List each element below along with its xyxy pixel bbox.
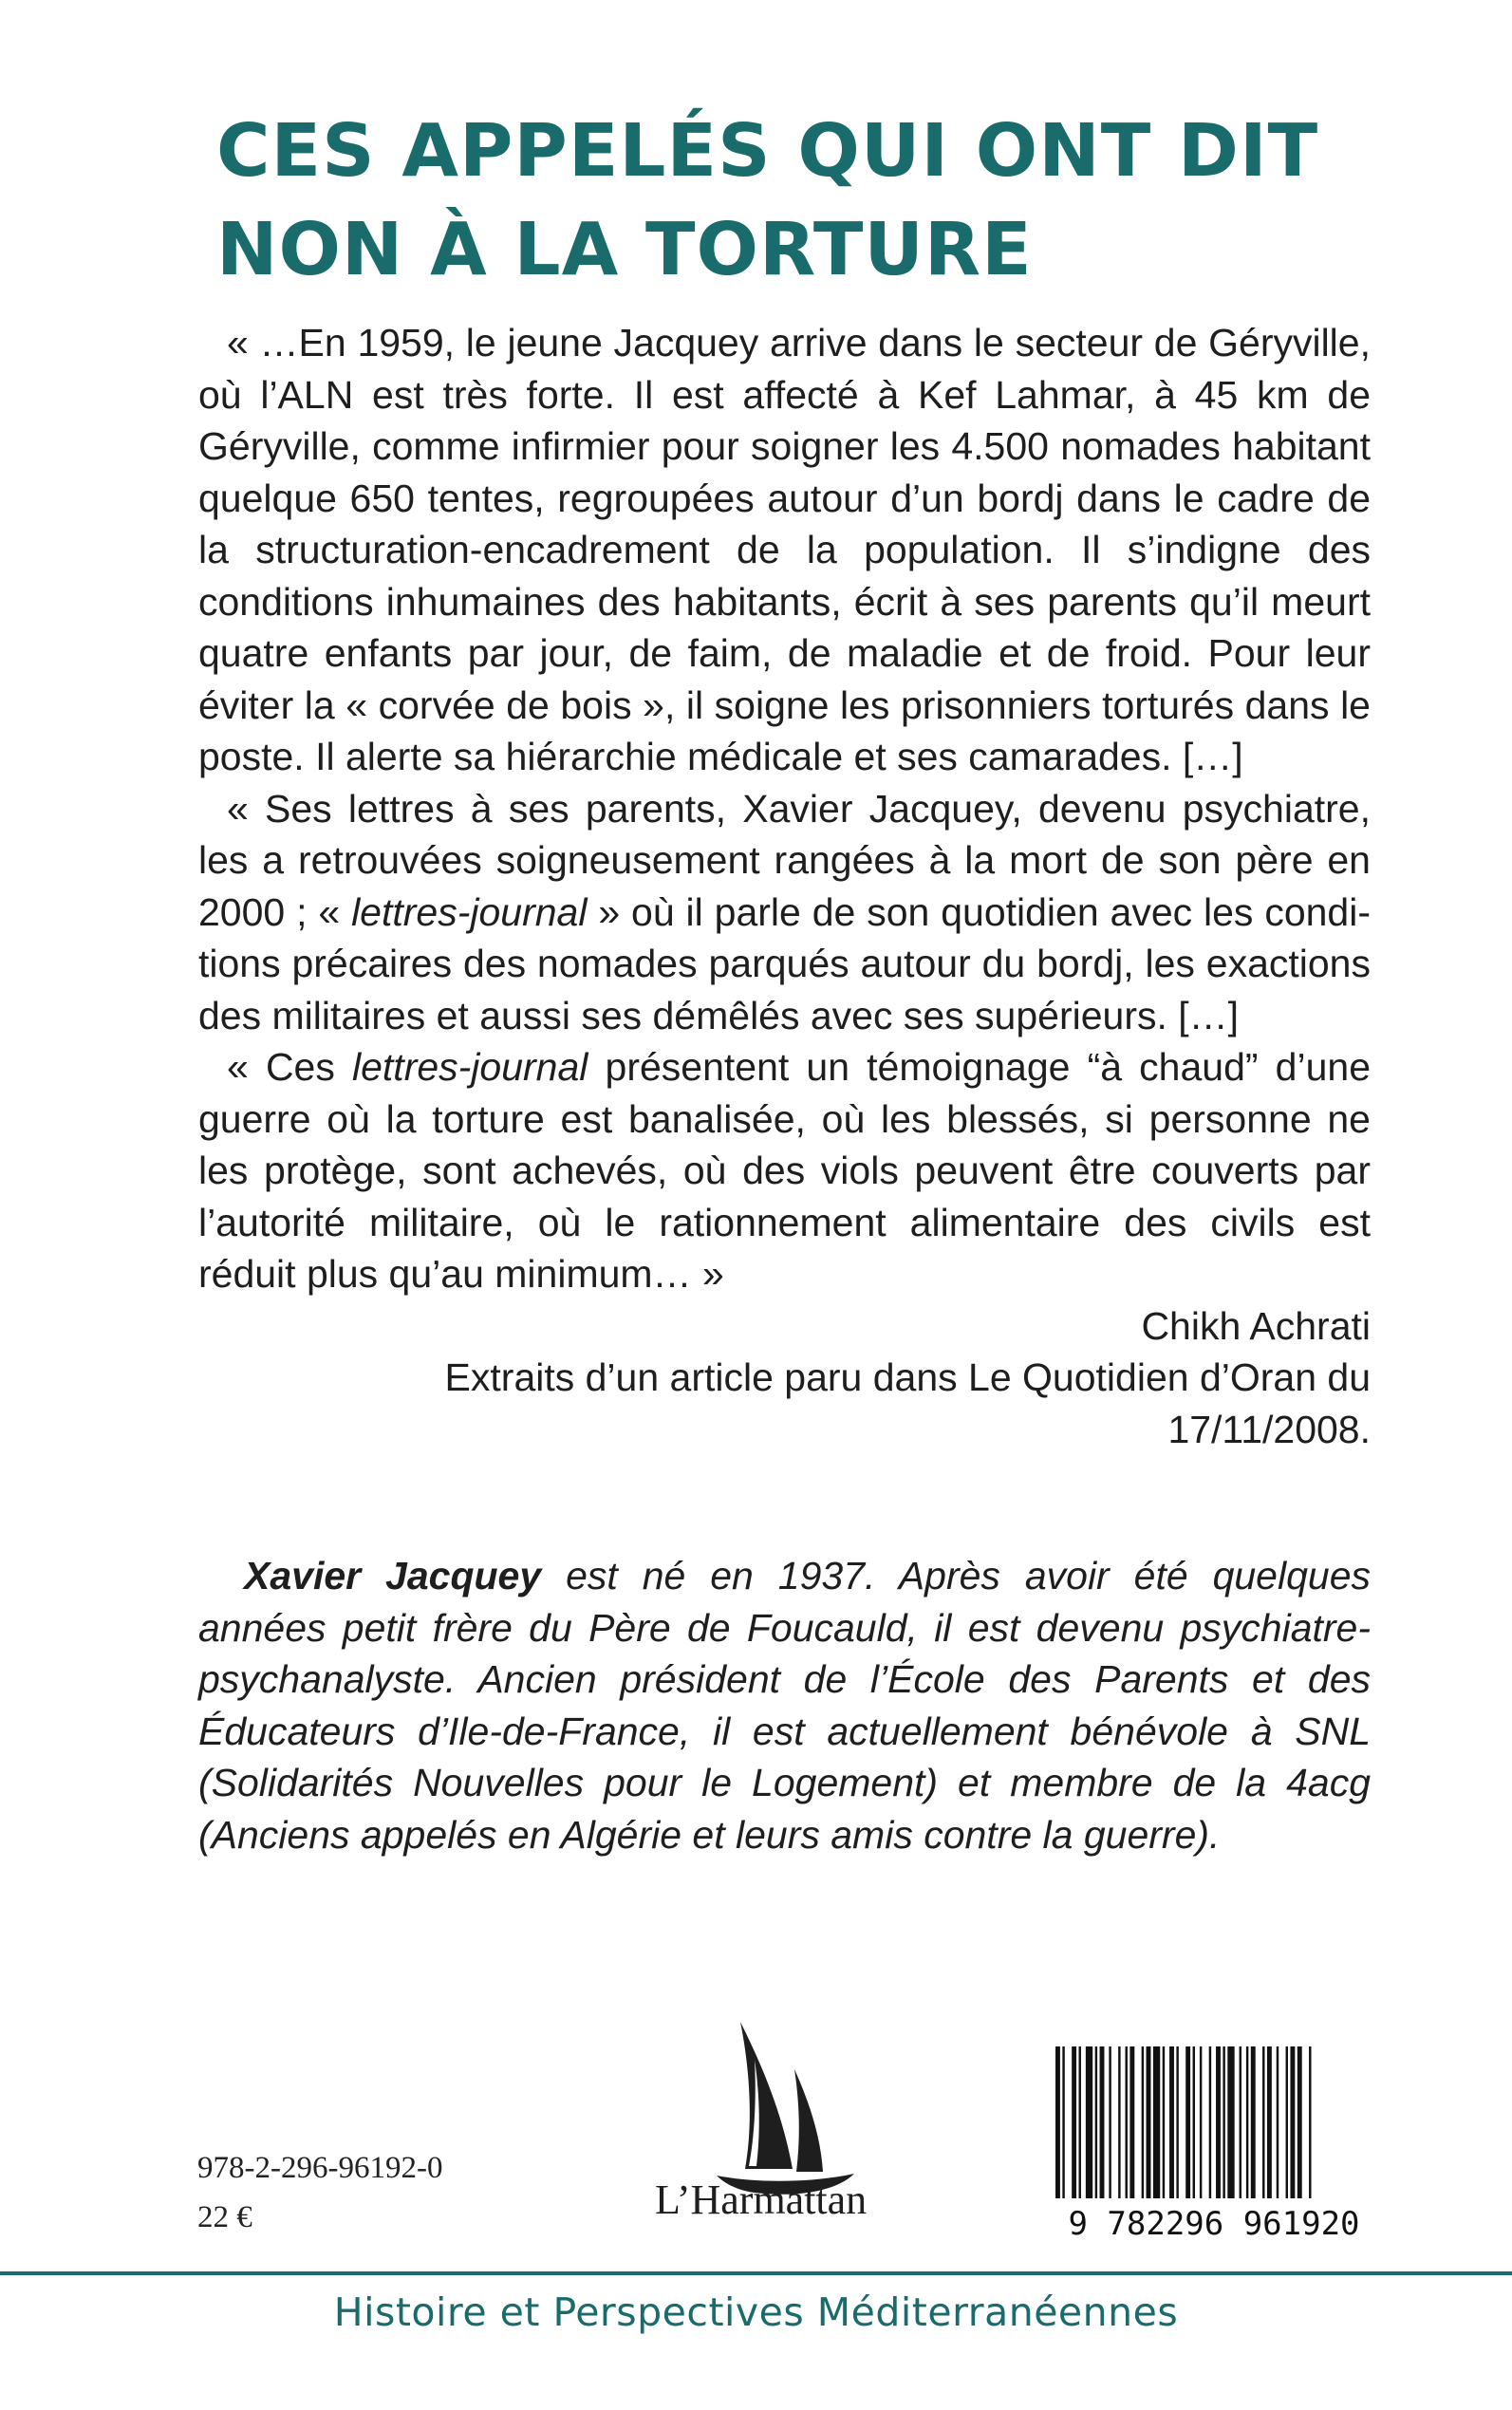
- excerpt-paragraph-3: [198, 1041, 1371, 1300]
- isbn-block: [197, 2143, 442, 2242]
- excerpt-p2-text-b: » où il parle de son quotidien avec les conditions précaires des nomades parqués autour du bordj, les exactions des militaires et aussi ses démêlés avec ses supérieurs. […]: [198, 889, 1371, 1037]
- title-line-2: NON À LA TORTURE: [216, 208, 1033, 292]
- author-bio-text: est né en 1937. Après avoir été quelques années petit frère du Père de Foucauld, il est devenu psychiatre-psychanalyste. Ancien président de l’École des Parents et des Éducateurs d’Ile-de-France, il est actuellement bénévole à SNL (Solidarités Nouvelles pour le Logement) et membre de la 4acg (Anciens appelés en Algérie et leurs amis contre la guerre).: [198, 1554, 1372, 1857]
- publisher-name: L’Harmattan: [655, 2176, 868, 2223]
- book-title: [216, 103, 1355, 300]
- excerpt-author: Chikh Achrati: [1141, 1303, 1371, 1348]
- excerpt-p2-italic: lettres-journal: [351, 889, 588, 934]
- barcode: [1052, 2041, 1376, 2240]
- collection-name: Histoire et Perspectives Méditerranéennes: [333, 2289, 1179, 2335]
- author-bio-paragraph: [198, 1550, 1371, 1860]
- excerpt-source-line-1: Extraits d’un article paru dans Le Quotidien d’Oran du: [444, 1355, 1371, 1399]
- barcode-digits: 9 782296 961920: [1068, 2205, 1360, 2240]
- excerpt: [198, 317, 1371, 1455]
- title-line-1: CES APPELÉS QUI ONT DIT: [216, 109, 1319, 194]
- author-name: Xavier Jacquey: [244, 1554, 542, 1597]
- excerpt-source-line-2: 17/11/2008.: [1167, 1407, 1371, 1451]
- author-bio: [198, 1550, 1371, 1860]
- excerpt-p2-text-a: « Ses lettres à ses parents, Xavier Jacquey, devenu psychiatre, les a retrouvées soigneusement rangées à la mort de son père en 2000 ; «: [198, 786, 1371, 934]
- excerpt-p3-text-b: présentent un témoignage “à chaud” d’une guerre où la torture est banalisée, où les blessés, si personne ne les protège, sont achevés, où des viols peuvent être couverts par l’autorité militaire, où le rationnement alimentaire des civils est réduit plus qu’au minimum… »: [198, 1045, 1371, 1296]
- excerpt-paragraph-2: [198, 783, 1371, 1042]
- excerpt-paragraph-1: « …En 1959, le jeune Jacquey arrive dans le secteur de Géryville, où l’ALN est très forte. Il est affecté à Kef Lahmar, à 45 km de Géryville, comme infirmier pour soigner les 4.500 nomades habitant quelque 650 tentes, regroupées autour d’un bordj dans le cadre de la structuration-encadrement de la population. Il s’indigne des conditions inhumaines des habitants, écrit à ses parents qu’il meurt quatre enfants par jour, de faim, de maladie et de froid. Pour leur éviter la « corvée de bois », il soigne les prisonniers torturés dans le poste. Il alerte sa hiérarchie médicale et ses camarades. […]: [198, 321, 1371, 778]
- price: 22 €: [197, 2200, 252, 2234]
- excerpt-p3-text-a: « Ces: [227, 1045, 352, 1089]
- isbn-number: 978-2-296-96192-0: [197, 2151, 443, 2185]
- excerpt-p3-italic: lettres-journal: [352, 1045, 588, 1089]
- footer-rule: [0, 2271, 1512, 2275]
